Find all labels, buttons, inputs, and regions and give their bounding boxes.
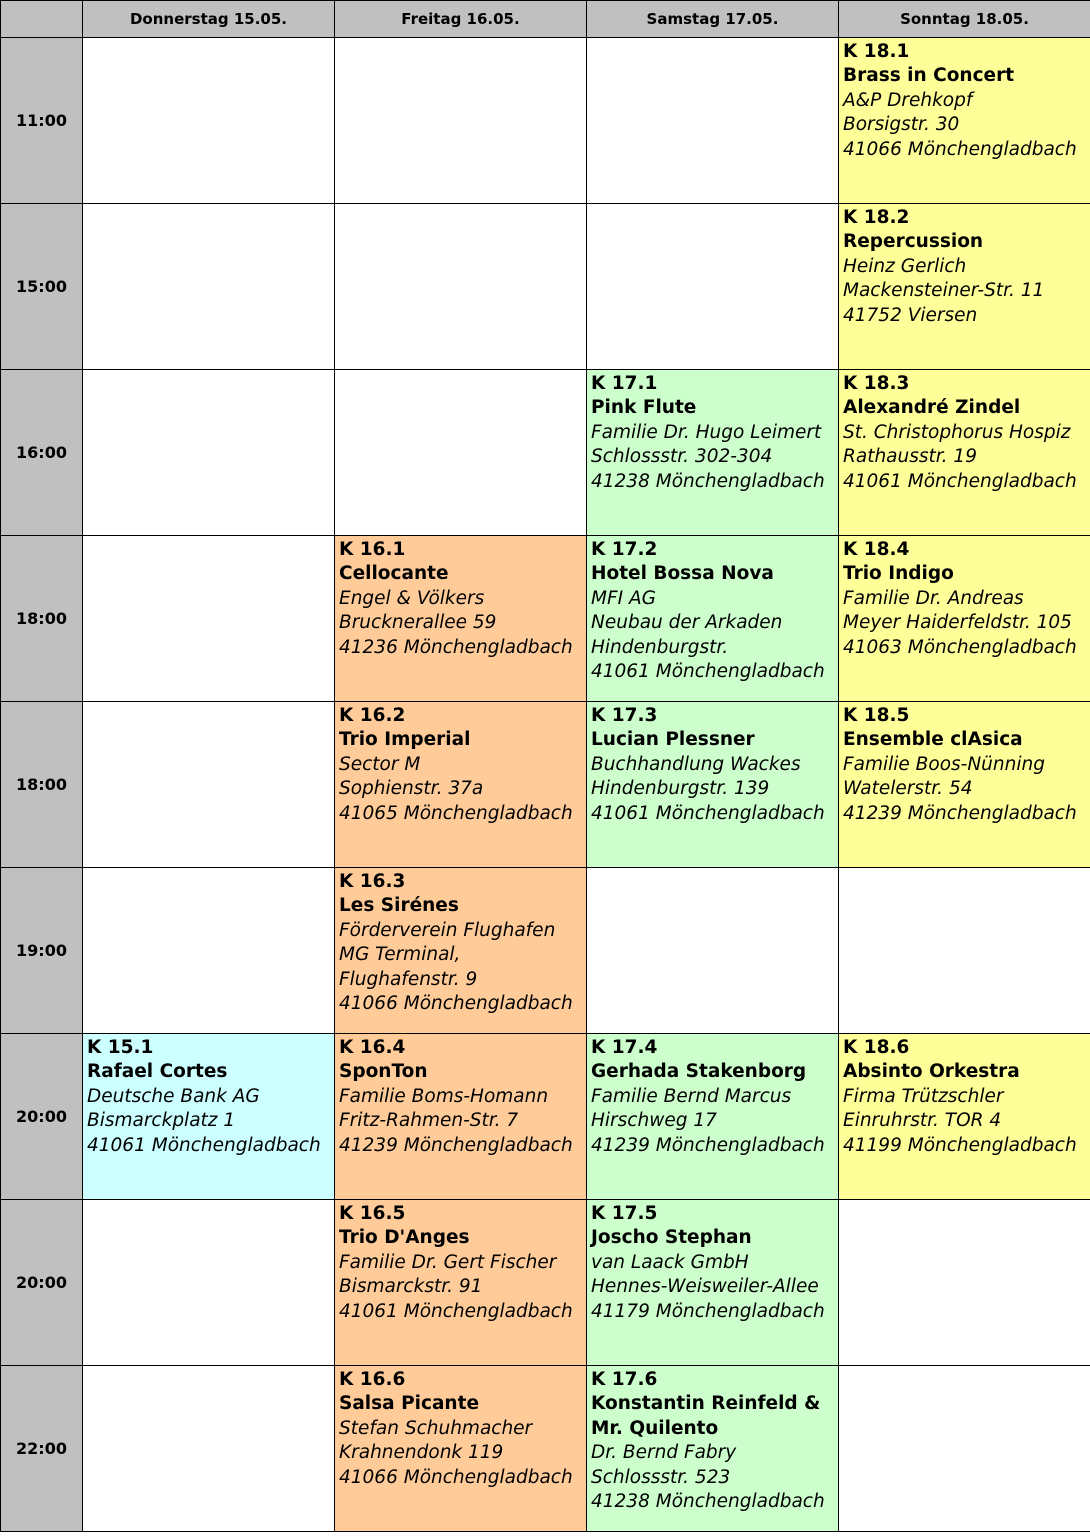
concert-code: K 17.1 xyxy=(591,373,658,394)
concert-address-line: Firma Trützschler xyxy=(843,1085,1004,1107)
concert-cell xyxy=(587,702,839,868)
empty-cell xyxy=(839,868,1090,1034)
concert-address-line: Familie Boms-Homann xyxy=(339,1085,549,1107)
concert-cell xyxy=(839,370,1090,536)
empty-cell xyxy=(83,1366,335,1532)
concert-code: K 15.1 xyxy=(87,1037,154,1058)
concert-entry xyxy=(335,1366,586,1490)
time-slot-row xyxy=(1,1034,1090,1200)
time-label: 20:00 xyxy=(1,1034,83,1200)
concert-cell xyxy=(335,1034,587,1200)
concert-code: K 16.5 xyxy=(339,1203,406,1224)
concert-address-line: Bismarckplatz 1 xyxy=(87,1110,236,1132)
concert-address-line: Stefan Schuhmacher xyxy=(339,1417,533,1439)
concert-cell xyxy=(839,1034,1090,1200)
concert-code: K 17.5 xyxy=(591,1203,658,1224)
concert-title: Joscho Stephan xyxy=(591,1227,752,1249)
empty-cell xyxy=(83,702,335,868)
concert-address-line: MFI AG xyxy=(591,587,656,609)
concert-entry xyxy=(587,1034,838,1158)
concert-title: SponTon xyxy=(339,1061,428,1083)
concert-address-line: 41238 Mönchengladbach xyxy=(591,470,825,492)
time-label: 22:00 xyxy=(1,1366,83,1532)
concert-address-line: Rathausstr. 19 xyxy=(843,446,977,468)
time-label: 20:00 xyxy=(1,1200,83,1366)
empty-cell xyxy=(83,204,335,370)
concert-entry xyxy=(587,536,838,684)
concert-address-line: Heinz Gerlich xyxy=(843,255,967,277)
empty-cell xyxy=(839,1200,1090,1366)
concert-entry xyxy=(335,702,586,826)
concert-address-line: 41061 Mönchengladbach xyxy=(87,1134,321,1156)
time-label: 18:00 xyxy=(1,536,83,702)
concert-title: Cellocante xyxy=(339,563,449,585)
concert-code: K 18.5 xyxy=(843,705,910,726)
concert-address-line: Krahnendonk 119 xyxy=(339,1442,504,1464)
concert-entry xyxy=(839,38,1090,162)
concert-code: K 16.3 xyxy=(339,871,406,892)
concert-cell xyxy=(839,204,1090,370)
concert-code: K 18.2 xyxy=(843,207,910,228)
concert-cell xyxy=(335,868,587,1034)
concert-title: Rafael Cortes xyxy=(87,1061,228,1083)
concert-entry xyxy=(83,1034,334,1158)
concert-entry xyxy=(839,1034,1090,1158)
concert-cell xyxy=(587,370,839,536)
concert-address-line: MG Terminal, xyxy=(339,944,461,966)
concert-address-line: Buchhandlung Wackes xyxy=(591,753,801,775)
time-label: 19:00 xyxy=(1,868,83,1034)
concert-address-line: Meyer Haiderfeldstr. 105 xyxy=(843,612,1072,634)
concert-address-line: 41239 Mönchengladbach xyxy=(339,1134,573,1156)
concert-entry xyxy=(839,702,1090,826)
concert-address-line: Hindenburgstr. xyxy=(591,636,729,658)
concert-address-line: 41061 Mönchengladbach xyxy=(843,470,1077,492)
concert-title: Brass in Concert xyxy=(843,65,1015,87)
empty-cell xyxy=(335,370,587,536)
concert-address-line: 41061 Mönchengladbach xyxy=(591,661,825,683)
concert-title: Hotel Bossa Nova xyxy=(591,563,774,585)
concert-entry xyxy=(587,702,838,826)
concert-address-line: 41236 Mönchengladbach xyxy=(339,636,573,658)
empty-cell xyxy=(83,38,335,204)
empty-cell xyxy=(839,1366,1090,1532)
time-label: 18:00 xyxy=(1,702,83,868)
day-header-thursday: Donnerstag 15.05. xyxy=(83,1,335,38)
concert-title: Trio Indigo xyxy=(843,563,954,585)
concert-address-line: Einruhrstr. TOR 4 xyxy=(843,1110,1002,1132)
concert-cell xyxy=(335,536,587,702)
time-slot-row xyxy=(1,1200,1090,1366)
concert-code: K 16.6 xyxy=(339,1369,406,1390)
concert-cell xyxy=(335,702,587,868)
concert-address-line: Brucknerallee 59 xyxy=(339,612,497,634)
concert-address-line: Familie Boos-Nünning xyxy=(843,753,1045,775)
concert-entry xyxy=(587,370,838,494)
time-slot-row xyxy=(1,38,1090,204)
concert-entry xyxy=(587,1366,838,1514)
concert-address-line: 41061 Mönchengladbach xyxy=(591,802,825,824)
concert-address-line: Neubau der Arkaden xyxy=(591,612,783,634)
concert-entry xyxy=(839,370,1090,494)
concert-entry xyxy=(839,536,1090,660)
concert-cell xyxy=(587,536,839,702)
time-label: 16:00 xyxy=(1,370,83,536)
concert-code: K 17.3 xyxy=(591,705,658,726)
concert-address-line: Förderverein Flughafen xyxy=(339,919,556,941)
concert-address-line: Schlossstr. 302-304 xyxy=(591,446,773,468)
concert-title: Trio Imperial xyxy=(339,729,471,751)
concert-address-line: 41065 Mönchengladbach xyxy=(339,802,573,824)
time-label: 11:00 xyxy=(1,38,83,204)
empty-cell xyxy=(587,38,839,204)
concert-title: Repercussion xyxy=(843,231,984,253)
empty-cell xyxy=(587,204,839,370)
concert-cell xyxy=(839,536,1090,702)
concert-address-line: 41239 Mönchengladbach xyxy=(591,1134,825,1156)
concert-title: Trio D'Anges xyxy=(339,1227,470,1249)
concert-address-line: Familie Dr. Andreas xyxy=(843,587,1024,609)
concert-address-line: 41063 Mönchengladbach xyxy=(843,636,1077,658)
concert-address-line: Familie Dr. Gert Fischer xyxy=(339,1251,557,1273)
concert-address-line: Borsigstr. 30 xyxy=(843,114,960,136)
concert-code: K 18.4 xyxy=(843,539,910,560)
header-row xyxy=(1,1,1090,38)
empty-cell xyxy=(83,536,335,702)
concert-entry xyxy=(335,868,586,1016)
concert-code: K 18.1 xyxy=(843,41,910,62)
concert-address-line: Fritz-Rahmen-Str. 7 xyxy=(339,1110,519,1132)
schedule-body xyxy=(1,38,1090,1532)
concert-address-line: 41066 Mönchengladbach xyxy=(339,1466,573,1488)
concert-address-line: 41752 Viersen xyxy=(843,304,978,326)
concert-code: K 17.2 xyxy=(591,539,658,560)
concert-title: Gerhada Stakenborg xyxy=(591,1061,807,1083)
concert-address-line: Familie Bernd Marcus xyxy=(591,1085,792,1107)
concert-title: Les Sirénes xyxy=(339,895,459,917)
day-header-saturday: Samstag 17.05. xyxy=(587,1,839,38)
concert-address-line: Sophienstr. 37a xyxy=(339,778,484,800)
concert-cell xyxy=(839,38,1090,204)
concert-address-line: Bismarckstr. 91 xyxy=(339,1276,483,1298)
time-slot-row xyxy=(1,204,1090,370)
concert-cell xyxy=(587,1200,839,1366)
concert-address-line: Engel & Völkers xyxy=(339,587,485,609)
time-slot-row xyxy=(1,536,1090,702)
corner-cell xyxy=(1,1,83,38)
concert-code: K 18.6 xyxy=(843,1037,910,1058)
concert-code: K 18.3 xyxy=(843,373,910,394)
concert-address-line: 41061 Mönchengladbach xyxy=(339,1300,573,1322)
concert-address-line: 41066 Mönchengladbach xyxy=(339,993,573,1015)
concert-address-line: van Laack GmbH xyxy=(591,1251,749,1273)
concert-address-line: 41066 Mönchengladbach xyxy=(843,138,1077,160)
concert-cell xyxy=(587,1366,839,1532)
day-header-sunday: Sonntag 18.05. xyxy=(839,1,1090,38)
concert-address-line: Sector M xyxy=(339,753,421,775)
concert-address-line: Hirschweg 17 xyxy=(591,1110,717,1132)
empty-cell xyxy=(83,370,335,536)
concert-address-line: Mackensteiner-Str. 11 xyxy=(843,280,1045,302)
concert-address-line: 41179 Mönchengladbach xyxy=(591,1300,825,1322)
concert-title: Pink Flute xyxy=(591,397,697,419)
concert-cell xyxy=(83,1034,335,1200)
concert-address-line: Flughafenstr. 9 xyxy=(339,968,478,990)
concert-address-line: Deutsche Bank AG xyxy=(87,1085,260,1107)
day-header-friday: Freitag 16.05. xyxy=(335,1,587,38)
time-slot-row xyxy=(1,868,1090,1034)
concert-address-line: Hindenburgstr. 139 xyxy=(591,778,770,800)
empty-cell xyxy=(83,1200,335,1366)
concert-address-line: 41199 Mönchengladbach xyxy=(843,1134,1077,1156)
concert-code: K 16.1 xyxy=(339,539,406,560)
concert-address-line: Watelerstr. 54 xyxy=(843,778,973,800)
concert-address-line: Hennes-Weisweiler-Allee xyxy=(591,1276,819,1298)
time-slot-row xyxy=(1,370,1090,536)
empty-cell xyxy=(335,204,587,370)
empty-cell xyxy=(587,868,839,1034)
concert-address-line: Dr. Bernd Fabry xyxy=(591,1442,737,1464)
empty-cell xyxy=(83,868,335,1034)
concert-entry xyxy=(839,204,1090,328)
concert-cell xyxy=(587,1034,839,1200)
concert-title: Absinto Orkestra xyxy=(843,1061,1020,1083)
concert-code: K 17.6 xyxy=(591,1369,658,1390)
time-slot-row xyxy=(1,702,1090,868)
concert-code: K 16.4 xyxy=(339,1037,406,1058)
concert-address-line: Schlossstr. 523 xyxy=(591,1466,731,1488)
concert-title: Lucian Plessner xyxy=(591,729,755,751)
concert-address-line: 41239 Mönchengladbach xyxy=(843,802,1077,824)
time-slot-row xyxy=(1,1366,1090,1532)
concert-entry xyxy=(587,1200,838,1324)
empty-cell xyxy=(335,38,587,204)
concert-entry xyxy=(335,1034,586,1158)
concert-title: Konstantin Reinfeld & xyxy=(591,1393,821,1415)
concert-code: K 17.4 xyxy=(591,1037,658,1058)
concert-cell xyxy=(839,702,1090,868)
concert-title: Salsa Picante xyxy=(339,1393,479,1415)
time-label: 15:00 xyxy=(1,204,83,370)
concert-address-line: St. Christophorus Hospiz xyxy=(843,421,1071,443)
concert-cell xyxy=(335,1366,587,1532)
concert-entry xyxy=(335,536,586,660)
concert-address-line: A&P Drehkopf xyxy=(843,89,973,111)
concert-entry xyxy=(335,1200,586,1324)
concert-title: Mr. Quilento xyxy=(591,1417,719,1439)
concert-code: K 16.2 xyxy=(339,705,406,726)
concert-title: Alexandré Zindel xyxy=(843,397,1021,419)
concert-address-line: Familie Dr. Hugo Leimert xyxy=(591,421,822,443)
concert-cell xyxy=(335,1200,587,1366)
concert-address-line: 41238 Mönchengladbach xyxy=(591,1491,825,1513)
concert-title: Ensemble clAsica xyxy=(843,729,1023,751)
